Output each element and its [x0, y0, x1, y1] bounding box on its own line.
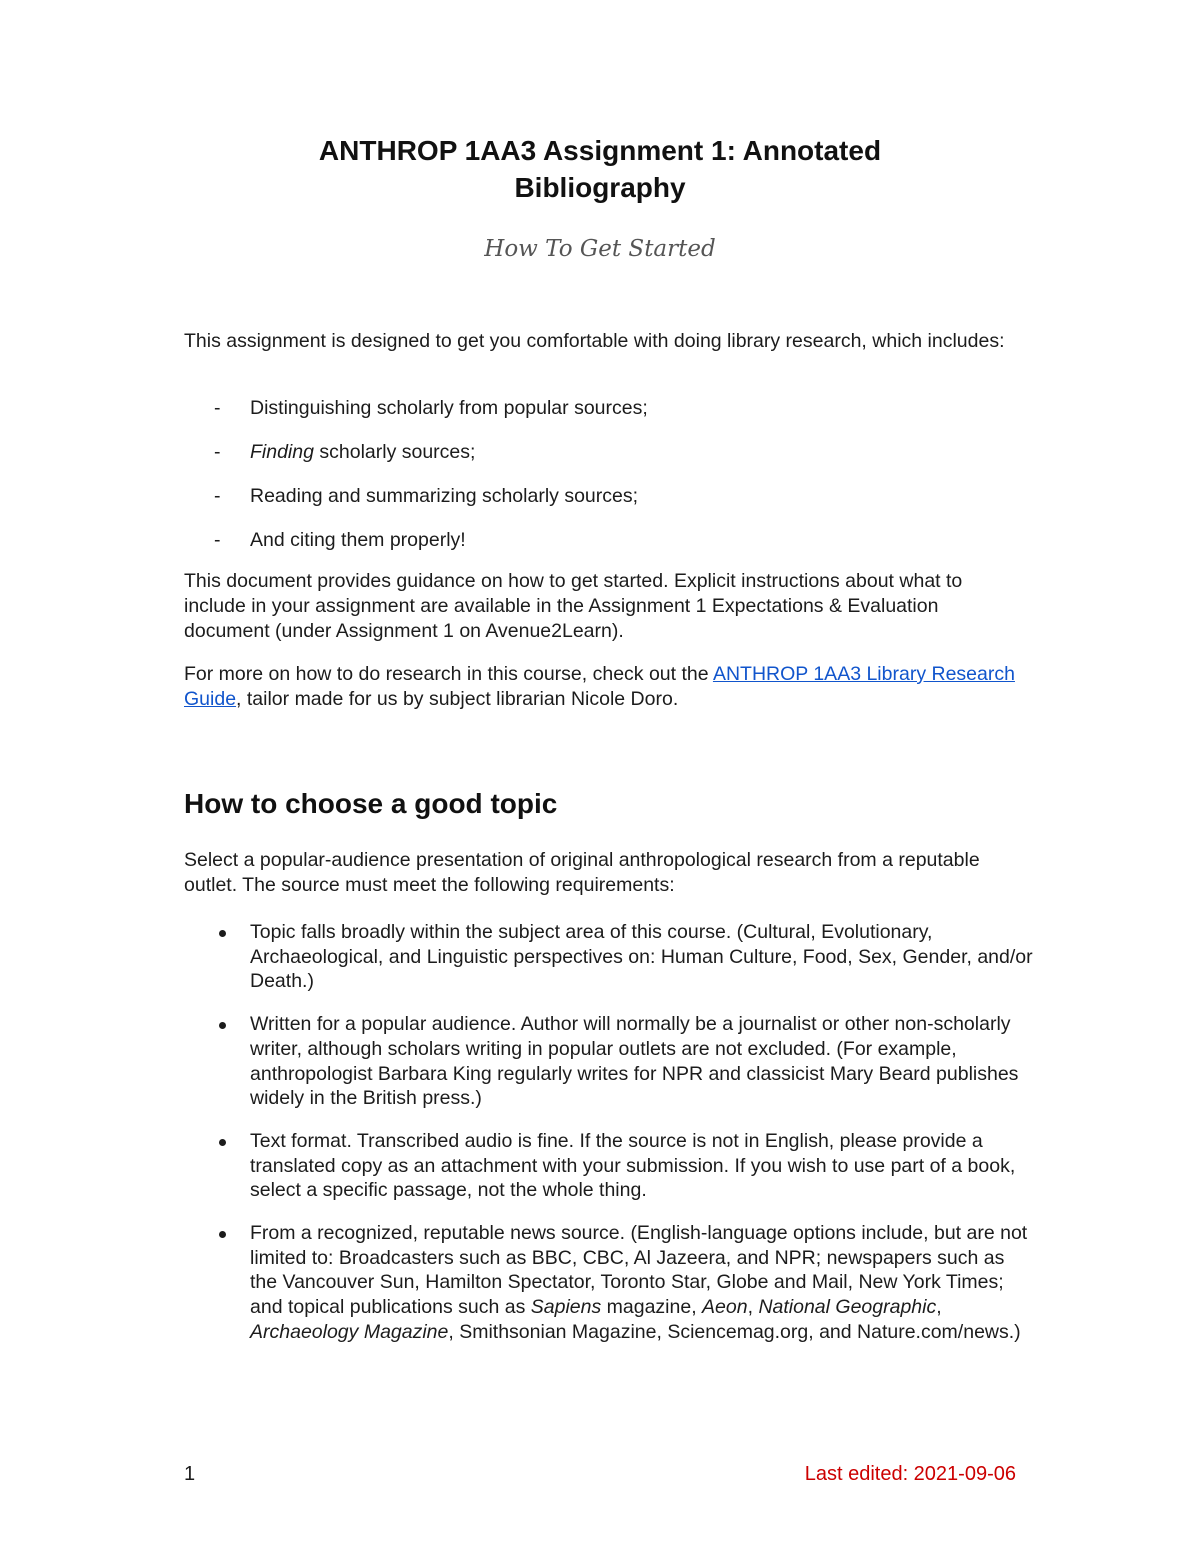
text-segment: , Smithsonian Magazine, Sciencemag.org, and Nature.com/news.) [448, 1320, 1021, 1343]
more-info-text-before: For more on how to do research in this course, check out the [184, 663, 713, 685]
dash-marker: - [214, 441, 221, 463]
text-segment: From a recognized, reputable news source. (English-language options include, but are not limited to: Broadcasters such as BBC, CBC, Al Jazeera, and NPR; newspapers such as the Vancouver Sun, Hamilton Spectator, Toronto Star, Globe and Mail, New York Times; and topical publications such as [250, 1222, 1028, 1319]
list-item [184, 440, 1024, 484]
more-info-text-after: , tailor made for us by subject librarian Nicole Doro. [236, 688, 679, 710]
document-title [0, 132, 1200, 206]
list-item-emphasis: Finding [250, 441, 314, 463]
bullet-dot-icon [219, 1139, 226, 1146]
page-number: 1 [184, 1463, 196, 1485]
bullet-dot-icon [219, 930, 226, 937]
publication-name: Sapiens [530, 1296, 602, 1319]
publication-name: Archaeology Magazine [250, 1320, 449, 1343]
list-item-text: Text format. Transcribed audio is fine. If the source is not in English, please provide a translated copy as an attachment with your submission. If you wish to use part of a book, select a specific passage, not the whole thing. [250, 1129, 1016, 1202]
text-segment: , [747, 1296, 759, 1319]
list-item-text: Topic falls broadly within the subject area of this course. (Cultural, Evolutionary, Archaeological, and Linguistic perspectives on: Human Culture, Food, Sex, Gender, and/or Death.) [250, 921, 1033, 993]
list-item [184, 920, 1034, 994]
list-item [184, 528, 1024, 572]
intro-paragraph: This assignment is designed to get you comfortable with doing library research, which includes: [184, 330, 1005, 352]
list-item [184, 1129, 1034, 1203]
list-item [184, 396, 1024, 440]
list-item-text: scholarly sources; [313, 441, 476, 463]
title-line-2: Bibliography [514, 172, 686, 203]
dash-marker: - [214, 485, 221, 507]
publication-name: National Geographic [758, 1296, 937, 1319]
text-segment: , [936, 1296, 942, 1319]
requirements-list [184, 920, 1034, 1363]
list-item-text: And citing them properly! [250, 529, 466, 551]
document-subtitle: How To Get Started [484, 236, 716, 262]
dash-marker: - [214, 397, 221, 419]
library-research-guide-link[interactable]: ANTHROP 1AA3 Library Research Guide [184, 663, 1015, 710]
section-intro-paragraph: Select a popular-audience presentation of original anthropological research from a reputable outlet. The source must meet the following requirements: [184, 849, 980, 896]
text-segment: magazine, [601, 1296, 703, 1319]
section-heading: How to choose a good topic [184, 788, 558, 819]
list-item-text: Written for a popular audience. Author will normally be a journalist or other non-scholarly writer, although scholars writing in popular outlets are not excluded. (For example, anthropologist Barbara King regularly writes for NPR and classicist Mary Beard publishes widely in the British press.) [250, 1013, 1019, 1110]
list-item-text: Distinguishing scholarly from popular sources; [250, 397, 648, 419]
dash-marker: - [214, 529, 221, 551]
more-info-paragraph [184, 662, 1024, 712]
guidance-paragraph: This document provides guidance on how to get started. Explicit instructions about what to include in your assignment are available in the Assignment 1 Expectations & Evaluation document (under Assignment 1 on Avenue2Learn). [184, 570, 963, 642]
last-edited-label: Last edited: 2021-09-06 [804, 1463, 1016, 1485]
list-item-text: Reading and summarizing scholarly sources; [250, 485, 639, 507]
bullet-dot-icon [219, 1022, 226, 1029]
list-item [184, 1012, 1034, 1111]
list-item [184, 484, 1024, 528]
bullet-dot-icon [219, 1231, 226, 1238]
list-item-text [250, 1222, 1027, 1343]
research-skills-list [184, 396, 1024, 572]
publication-name: Aeon [702, 1296, 748, 1319]
list-item [184, 1221, 1034, 1345]
title-line-1: ANTHROP 1AA3 Assignment 1: Annotated [318, 135, 882, 166]
